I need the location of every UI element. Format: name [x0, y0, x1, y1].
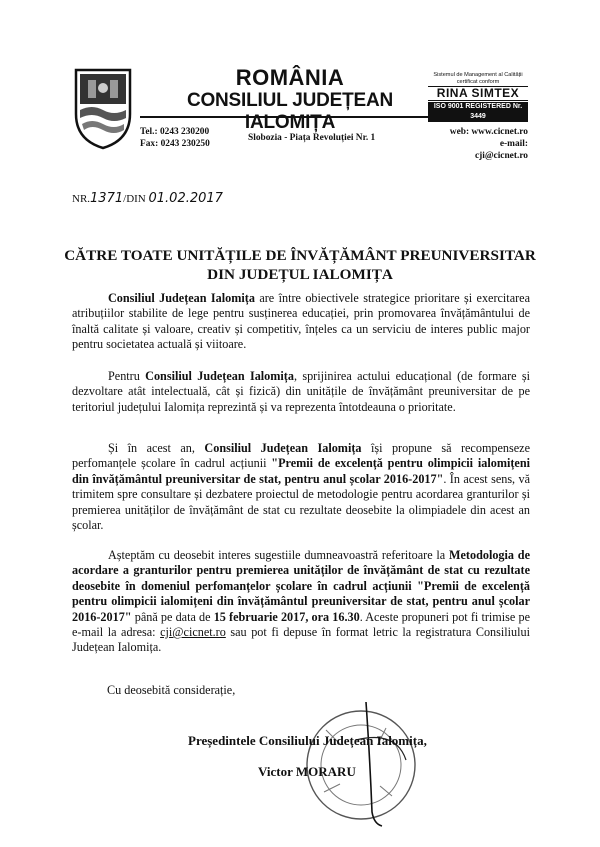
p2-bold: Consiliul Județean Ialomița [145, 369, 294, 383]
paragraph-1 [72, 291, 530, 353]
p3-text: . În acest sens, vă trimitem spre consultare și dezbatere proiectul de metodologie pentru acordarea granturilor și premierea unităților de învățământ de stat cu rezultate deosebite la olimpiadele din acest an școlar. [72, 471, 530, 533]
quality-certification-badge [428, 72, 528, 122]
phone-number: Tel.: 0243 230200 [140, 127, 210, 137]
signatory-title: Președintele Consiliului Județean Ialomița, [188, 733, 427, 748]
p4-mid: până pe data de [131, 609, 214, 624]
registration-line: NR.1371/DIN 01.02.2017 [72, 191, 223, 206]
phone-contacts [140, 126, 210, 150]
addressee-line-2: DIN JUDEȚUL IALOMIȚA [207, 266, 393, 283]
p3-mid: își propune să recompenseze perfomanțele școlare în cadrul acțiunii [72, 441, 530, 471]
postal-address: Slobozia - Piața Revoluției Nr. 1 [248, 133, 376, 143]
website: web: www.cicnet.ro [449, 127, 528, 137]
closing-formula: Cu deosebită considerație, [107, 683, 236, 697]
p1-bold: Consiliul Județean Ialomița [108, 291, 255, 305]
signatory-name: Victor MORARU [258, 764, 356, 779]
fax-number: Fax: 0243 230250 [140, 139, 210, 149]
p4-email-link[interactable]: cji@cicnet.ro [160, 625, 226, 640]
p2-start: Pentru [108, 369, 146, 383]
paragraph-3 [72, 441, 530, 533]
p4-text-1: . Aceste propuneri pot fi trimise pe e-mail la adresa: [72, 609, 530, 640]
certification-brand: RINA SIMTEX [428, 86, 528, 101]
p2-text: , sprijinirea actului educațional (de formare și dezvoltare atât intelectuală, cât și fizică) din unitățile de învățământ preuniversitar de pe teritoriul județului Ialomița reprezintă și va reprezenta întotdeauna o prioritate. [72, 369, 530, 414]
p4-text-2: sau pot fi depuse în format letric la registratura Consiliului Județean Ialomița. [72, 625, 531, 655]
p3-bold-1: Consiliul Județean Ialomița [204, 441, 362, 455]
p3-bold-2: "Premii de excelență pentru olimpicii ialomițeni din învățământul preuniversitar de stat, pentru anul școlar 2016-2017" [72, 456, 530, 486]
paragraph-4 [72, 548, 530, 656]
p3-start: Și în acest an, [108, 441, 205, 455]
web-contacts [446, 126, 528, 162]
p4-bold-1: Metodologia de acordare a granturilor pentru premierea unităților de învățământ de stat cu rezultate deosebite în domeniul perfomanțelor școlare în cadrul acțiunii "Premii de excelență pentru olimpicii ialomițeni din învățământul preuniversitar de stat, pentru anul școlar 2016-2017" [72, 548, 530, 624]
addressee-line-1: CĂTRE TOATE UNITĂȚILE DE ÎNVĂȚĂMÂNT PREUNIVERSITAR [64, 247, 536, 264]
institution-name: CONSILIUL JUDEȚEAN IALOMIȚA [186, 90, 394, 133]
registration-din: DIN [126, 193, 146, 205]
certification-iso: ISO 9001 REGISTERED Nr. 3449 [428, 102, 528, 122]
header-title [145, 66, 435, 134]
paragraph-2 [72, 369, 530, 415]
p1-text: are între obiectivele strategice prioritare și exercitarea atribuțiilor stabilite de lege pentru susținerea educației, prin promovarea învățământului de înaltă calitate și valoare, creativ și competitiv, înțeles ca un serviciu de interes public major pentru societatea actuală și viitoare. [72, 291, 530, 352]
p4-start: Așteptăm cu deosebit interes sugestiile dumneavoastră referitoare la [108, 548, 450, 562]
registration-number: 1371 [90, 191, 124, 206]
letter-addressee [60, 246, 540, 284]
registration-date: 01.02.2017 [148, 191, 223, 206]
country-name: ROMÂNIA [235, 65, 345, 90]
email-address: e-mail: cji@cicnet.ro [474, 139, 528, 161]
certification-text: Sistemul de Management al Calității certificat conform [433, 72, 523, 85]
p4-bold-2: 15 februarie 2017, ora 16.30 [213, 609, 360, 624]
registration-prefix: NR. [72, 193, 91, 205]
county-coat-of-arms-icon [72, 66, 134, 150]
